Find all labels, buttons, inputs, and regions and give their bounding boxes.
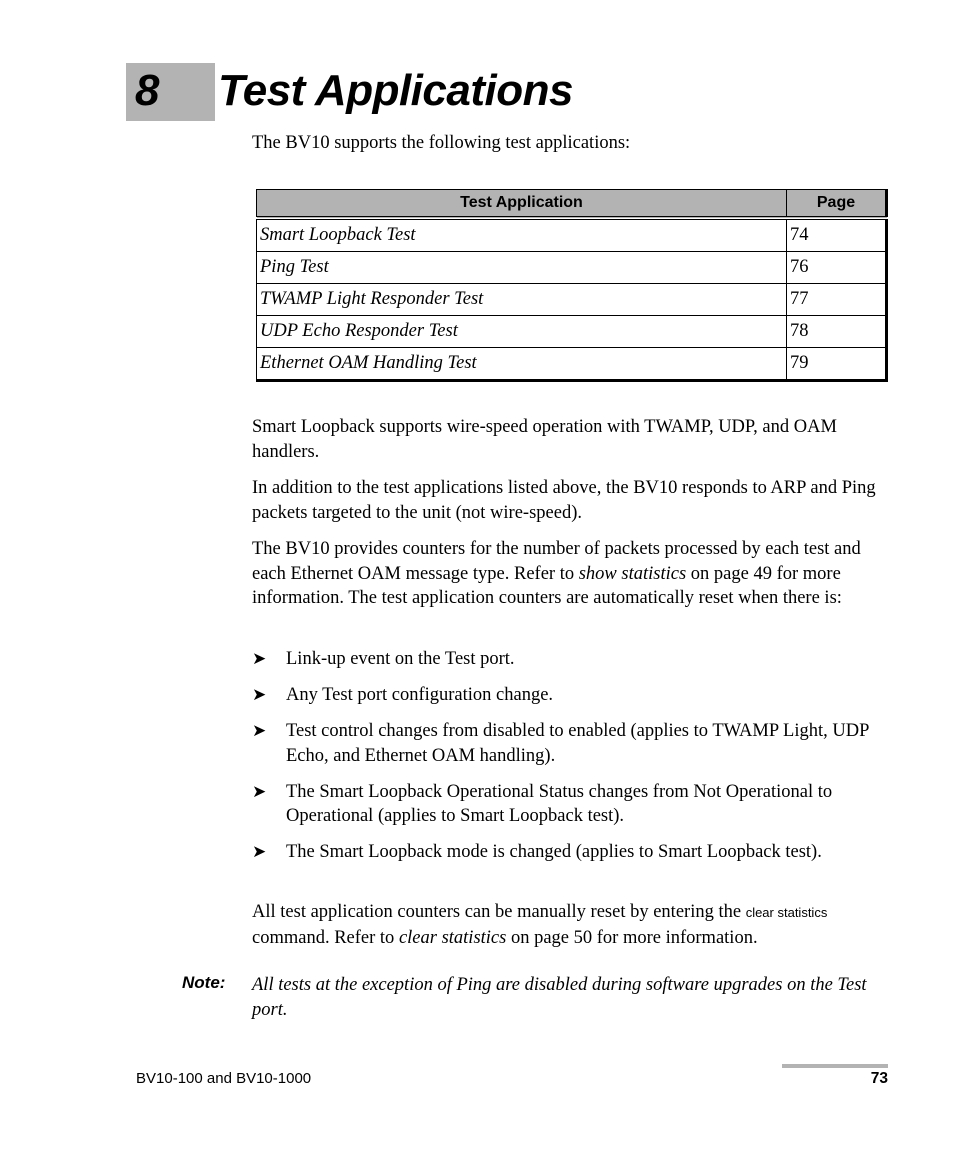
footer-product-name: BV10-100 and BV10-1000: [136, 1070, 312, 1087]
list-item: [252, 647, 888, 672]
page-ref: 76: [787, 252, 887, 284]
clear-statistics-link[interactable]: clear statistics: [398, 927, 507, 948]
note-label: Note:: [182, 973, 226, 992]
show-statistics-link[interactable]: show statistics: [578, 563, 687, 584]
list-item: [252, 840, 888, 865]
list-item: [252, 780, 888, 829]
smart-loopback-paragraph: Smart Loopback supports wire-speed operation with TWAMP, UDP, and OAM handlers.: [252, 417, 837, 462]
manual-reset-text-end: on page 50 for more information.: [506, 927, 758, 948]
footer-page-number: 73: [870, 1070, 888, 1087]
chapter-number: 8: [135, 66, 160, 115]
table-row: [257, 218, 887, 252]
manual-reset-text-mid: command. Refer to: [252, 927, 399, 948]
list-item: [252, 719, 888, 768]
arrow-bullet-icon: ➤: [252, 721, 267, 740]
intro-paragraph: The BV10 supports the following test applications:: [252, 133, 631, 153]
counters-paragraph: [252, 537, 888, 611]
column-header-page: Page: [787, 190, 887, 219]
arp-ping-paragraph: In addition to the test applications listed above, the BV10 responds to ARP and Ping packets targeted to the unit (not wire-speed).: [252, 478, 876, 523]
table-row: [257, 348, 887, 381]
arrow-bullet-icon: ➤: [252, 685, 267, 704]
counters-text-start: The BV10 provides counters for the number of packets processed by each test and each Ethernet OAM message type. Refer to: [252, 539, 861, 584]
app-name-link[interactable]: TWAMP Light Responder Test: [257, 284, 787, 316]
footer-rule: [782, 1064, 888, 1068]
note-text: All tests at the exception of Ping are disabled during software upgrades on the Test port.: [252, 975, 867, 1020]
list-item-text: Link-up event on the Test port.: [286, 649, 515, 669]
column-header-test-application: Test Application: [257, 190, 787, 219]
app-name-link[interactable]: UDP Echo Responder Test: [257, 316, 787, 348]
clear-statistics-command: clear statistics: [745, 905, 828, 920]
list-item: [252, 683, 888, 708]
manual-reset-paragraph: [252, 900, 888, 950]
page-ref: 78: [787, 316, 887, 348]
manual-reset-text-start: All test application counters can be manually reset by entering the: [252, 902, 746, 922]
app-name-link[interactable]: Ethernet OAM Handling Test: [257, 348, 787, 381]
test-applications-table: [256, 189, 888, 382]
table-row: [257, 316, 887, 348]
page-ref: 77: [787, 284, 887, 316]
arrow-bullet-icon: ➤: [252, 842, 267, 861]
page-ref: 74: [787, 218, 887, 252]
table-header-row: [257, 190, 887, 219]
reset-conditions-list: [252, 647, 888, 876]
list-item-text: The Smart Loopback mode is changed (applies to Smart Loopback test).: [286, 842, 822, 862]
page-ref: 79: [787, 348, 887, 381]
list-item-text: Test control changes from disabled to enabled (applies to TWAMP Light, UDP Echo, and Ethernet OAM handling).: [286, 721, 869, 766]
app-name-link[interactable]: Smart Loopback Test: [257, 218, 787, 252]
arrow-bullet-icon: ➤: [252, 781, 267, 801]
arrow-bullet-icon: ➤: [252, 649, 267, 668]
list-item-text: Any Test port configuration change.: [286, 685, 554, 705]
page-title: Test Applications: [218, 66, 573, 115]
list-item-text: The Smart Loopback Operational Status changes from Not Operational to Operational (applies to Smart Loopback test).: [286, 781, 833, 826]
counters-text-end: on page 49 for more information. The test application counters are automatically reset when there is:: [252, 563, 842, 608]
table-row: [257, 252, 887, 284]
table-row: [257, 284, 887, 316]
app-name-link[interactable]: Ping Test: [257, 252, 787, 284]
